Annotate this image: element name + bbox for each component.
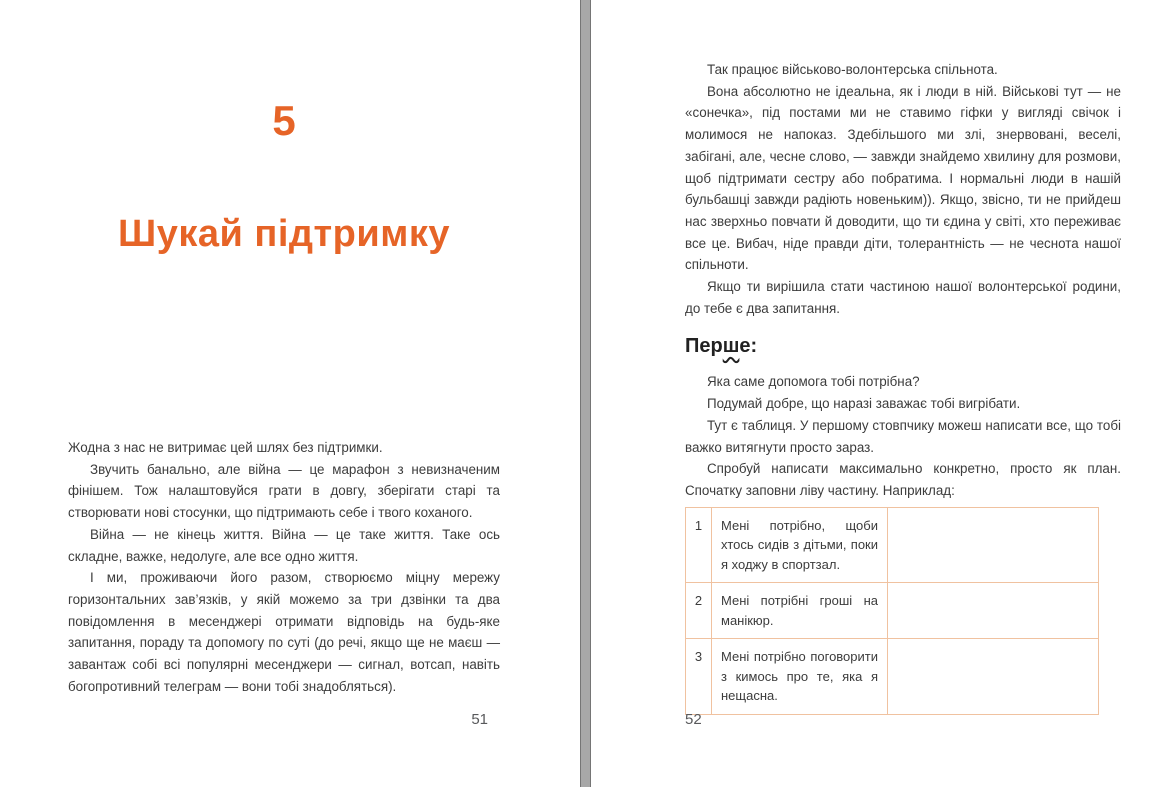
section-heading-pershe bbox=[685, 334, 1121, 358]
heading-text-underlined: ш bbox=[722, 335, 740, 358]
paragraph: Подумай добре, що наразі заважає тобі вигрібати. bbox=[707, 396, 1021, 412]
table-row bbox=[686, 639, 1099, 715]
paragraph: Спробуй написати максимально конкретно, просто як план. Спочатку заповни ліву частину. Наприклад: bbox=[685, 461, 1121, 498]
right-page-content bbox=[685, 59, 1121, 715]
right-page-text-block-top bbox=[685, 59, 1121, 319]
table-row bbox=[686, 507, 1099, 583]
chapter-title: Шукай підтримку bbox=[118, 213, 450, 255]
paragraph: Якщо ти вирішила стати частиною нашої волонтерської родини, до тебе є два запитання. bbox=[685, 279, 1121, 316]
table-row bbox=[686, 583, 1099, 639]
page-gutter-divider bbox=[580, 0, 591, 787]
paragraph: Яка саме допомога тобі потрібна? bbox=[707, 374, 920, 390]
need-description-cell: Мені потрібно, щоби хтось сидів з дітьми, поки я ходжу в спортзал. bbox=[712, 507, 888, 583]
needs-table bbox=[685, 507, 1099, 715]
row-number-cell: 3 bbox=[686, 639, 712, 715]
right-page-text-block-bottom bbox=[685, 371, 1121, 501]
empty-answer-cell bbox=[888, 583, 1099, 639]
paragraph: Тут є таблиця. У першому стовпчику можеш написати все, що тобі важко витягнути просто зараз. bbox=[685, 417, 1121, 455]
row-number-cell: 2 bbox=[686, 583, 712, 639]
paragraph: Війна — не кінець життя. Війна — це таке життя. Таке ось складне, важке, недолуге, але все одно життя. bbox=[68, 526, 500, 564]
page-number-right: 52 bbox=[685, 711, 702, 728]
empty-answer-cell bbox=[888, 639, 1099, 715]
left-page-text-block bbox=[68, 437, 500, 697]
row-number-cell: 1 bbox=[686, 507, 712, 583]
heading-text-pre: Пер bbox=[685, 335, 723, 358]
need-description-cell: Мені потрібно поговорити з кимось про те, яка я нещасна. bbox=[712, 639, 888, 715]
heading-text-post: е: bbox=[739, 335, 758, 358]
paragraph: Жодна з нас не витримає цей шлях без підтримки. bbox=[68, 440, 383, 455]
paragraph: Так працює військово-волонтерська спільнота. bbox=[707, 62, 998, 77]
need-description-cell: Мені потрібні гроші на манікюр. bbox=[712, 583, 888, 639]
paragraph: І ми, проживаючи його разом, створюємо міцну мережу горизонтальних зав’язків, у якій можемо за три дзвінки та два повідомлення в месенджері отримати відповідь на будь-яке запитання, пораду та допомогу по суті (до речі, якщо ще не маєш — завантаж собі всі популярні месенджери — сигнал, вотсап, навіть богопротивний телеграм — вони тобі знадобляться). bbox=[68, 570, 500, 694]
paragraph: Вона абсолютно не ідеальна, як і люди в ній. Військові тут — не «сонечка», під постами ми не ставимо гіфки у вигляді свічок і молимося не напоказ. Здебільшого ми злі, знервовані, веселі, забігані, але, чесне слово, — завжди знайдемо хвилину для розмови, щоб підтримати сестру або побратима. І нормальні люди в нашій бульбашці завжди радіють новеньким)). Якщо, звісно, ти не прийдеш нас зверхньо повчати й доводити, що ти єдина у світі, хто переживає все це. Вибач, ніде правди діти, толерантність — не чеснота нашої спільноти. bbox=[685, 83, 1121, 273]
chapter-number: 5 bbox=[272, 97, 296, 144]
paragraph: Звучить банально, але війна — це марафон з невизначеним фінішем. Тож налаштовуйся грати в довгу, зберігати старі та створювати нові стосунки, що підтримають себе і твого коханого. bbox=[68, 461, 500, 521]
page-number-left: 51 bbox=[471, 711, 488, 728]
empty-answer-cell bbox=[888, 507, 1099, 583]
